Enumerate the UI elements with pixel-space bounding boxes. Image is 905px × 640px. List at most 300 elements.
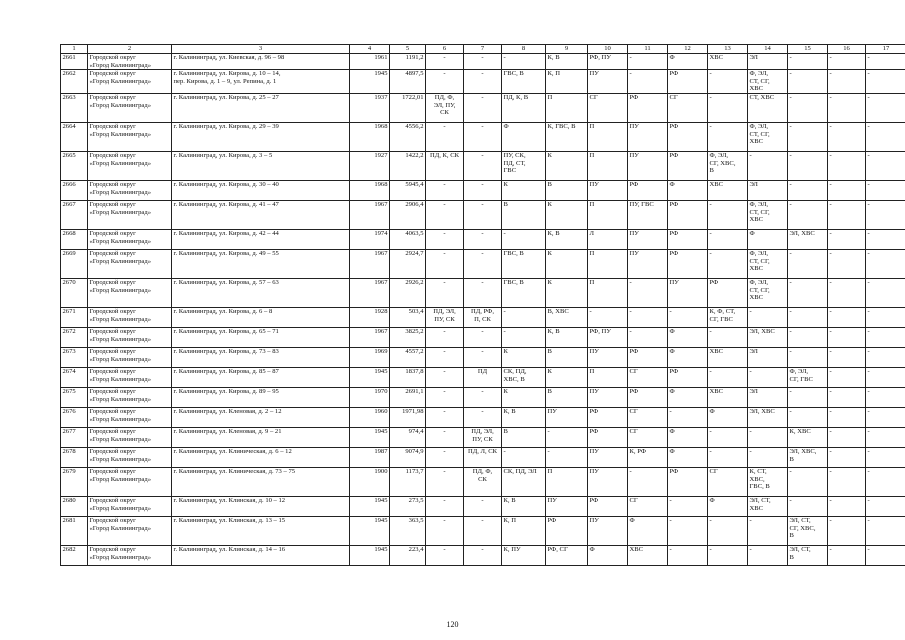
table-cell: -: [866, 151, 905, 180]
table-cell: -: [502, 54, 546, 70]
table-cell: 1945: [350, 496, 390, 516]
table-cell: 1928: [350, 307, 390, 327]
table-row: [61, 496, 905, 516]
table-cell: 1937: [350, 93, 390, 122]
table-cell: К: [502, 347, 546, 367]
table-cell: ХВС: [708, 387, 748, 407]
table-cell: ЭЛ, СТ, СГ, ХВС, В: [788, 516, 828, 545]
table-cell: В: [546, 347, 588, 367]
table-cell: Ф: [502, 122, 546, 151]
table-cell: ГВС, В: [502, 70, 546, 94]
table-cell: -: [828, 387, 866, 407]
table-cell: -: [708, 516, 748, 545]
table-cell: -: [866, 407, 905, 427]
table-row: [61, 367, 905, 387]
table-cell: РФ: [588, 407, 628, 427]
table-cell: 503,4: [390, 307, 426, 327]
table-cell: ЭЛ, ХВС, В: [788, 447, 828, 467]
table-cell: СГ: [628, 367, 668, 387]
table-cell: -: [628, 278, 668, 307]
table-cell: РФ, СГ: [546, 545, 588, 565]
column-header-6: 6: [426, 45, 464, 54]
table-cell: Ф: [668, 327, 708, 347]
table-cell: г. Калининград, ул. Клинская, д. 10 – 12: [172, 496, 350, 516]
table-cell: -: [828, 151, 866, 180]
table-cell: ПД, К, В: [502, 93, 546, 122]
table-cell: -: [708, 249, 748, 278]
table-cell: 1422,2: [390, 151, 426, 180]
table-cell: 1900: [350, 467, 390, 496]
table-cell: К, П: [546, 70, 588, 94]
table-cell: К: [546, 151, 588, 180]
table-cell: 1961: [350, 54, 390, 70]
table-cell: 1974: [350, 229, 390, 249]
table-cell: Городской округ «Город Калининград»: [88, 122, 172, 151]
table-cell: г. Калининград, ул. Кирова, д. 73 – 83: [172, 347, 350, 367]
column-header-5: 5: [390, 45, 426, 54]
table-row: [61, 200, 905, 229]
table-cell: ПУ: [628, 151, 668, 180]
table-cell: -: [464, 516, 502, 545]
table-cell: -: [788, 278, 828, 307]
table-cell: -: [464, 151, 502, 180]
table-body: [61, 54, 905, 566]
table-cell: г. Калининград, ул. Кленовая, д. 2 – 12: [172, 407, 350, 427]
table-cell: 1945: [350, 367, 390, 387]
table-cell: -: [866, 249, 905, 278]
table-cell: 1191,2: [390, 54, 426, 70]
table-cell: -: [426, 347, 464, 367]
table-cell: ПУ: [668, 278, 708, 307]
table-cell: -: [866, 327, 905, 347]
table-cell: г. Калининград, ул. Кирова, д. 25 – 27: [172, 93, 350, 122]
table-cell: ХВС: [708, 54, 748, 70]
table-cell: Городской округ «Город Калининград»: [88, 427, 172, 447]
table-cell: Городской округ «Город Калининград»: [88, 545, 172, 565]
table-cell: -: [426, 278, 464, 307]
table-cell: 1837,8: [390, 367, 426, 387]
table-cell: г. Калининград, ул. Кирова, д. 30 – 40: [172, 180, 350, 200]
table-cell: 2926,2: [390, 278, 426, 307]
table-cell: -: [828, 327, 866, 347]
table-cell: 1945: [350, 545, 390, 565]
table-cell: -: [748, 427, 788, 447]
table-cell: 1945: [350, 70, 390, 94]
table-cell: -: [502, 307, 546, 327]
table-cell: -: [708, 327, 748, 347]
table-cell: 1968: [350, 122, 390, 151]
table-cell: -: [546, 427, 588, 447]
table-cell: Ф: [668, 347, 708, 367]
table-cell: ЭЛ: [748, 347, 788, 367]
table-cell: г. Калининград, ул. Клинская, д. 13 – 15: [172, 516, 350, 545]
table-cell: Городской округ «Город Калининград»: [88, 54, 172, 70]
table-cell: РФ: [668, 367, 708, 387]
table-cell: 5945,4: [390, 180, 426, 200]
table-cell: г. Калининград, ул. Кирова, д. 3 – 5: [172, 151, 350, 180]
table-cell: -: [426, 367, 464, 387]
table-cell: г. Калининград, ул. Кирова, д. 6 – 8: [172, 307, 350, 327]
table-cell: -: [708, 70, 748, 94]
table-cell: -: [464, 407, 502, 427]
table-cell: -: [502, 327, 546, 347]
table-cell: -: [748, 447, 788, 467]
table-cell: г. Калининград, ул. Кирова, д. 85 – 87: [172, 367, 350, 387]
table-row: [61, 229, 905, 249]
table-cell: РФ: [668, 151, 708, 180]
table-cell: 1967: [350, 200, 390, 229]
table-cell: 1969: [350, 347, 390, 367]
table-cell: -: [426, 229, 464, 249]
table-cell: Ф, ЭЛ, СТ, СГ, ХВС: [748, 249, 788, 278]
table-cell: 2663: [61, 93, 88, 122]
table-cell: Ф, ЭЛ, СГ, ГВС: [788, 367, 828, 387]
table-cell: Ф, ЭЛ, СТ, СГ, ХВС: [748, 122, 788, 151]
table-cell: -: [708, 200, 748, 229]
table-cell: -: [788, 122, 828, 151]
table-cell: СГ: [668, 93, 708, 122]
table-row: [61, 467, 905, 496]
table-cell: 2667: [61, 200, 88, 229]
table-cell: 2680: [61, 496, 88, 516]
table-cell: Городской округ «Город Калининград»: [88, 307, 172, 327]
table-cell: К: [546, 249, 588, 278]
table-cell: К, В: [546, 54, 588, 70]
table-cell: -: [828, 496, 866, 516]
table-cell: К, В: [546, 229, 588, 249]
table-cell: Городской округ «Город Калининград»: [88, 447, 172, 467]
table-row: [61, 54, 905, 70]
table-cell: -: [426, 54, 464, 70]
table-cell: К: [502, 387, 546, 407]
table-cell: 1960: [350, 407, 390, 427]
table-cell: 273,5: [390, 496, 426, 516]
table-cell: ПД, Ф, СК: [464, 467, 502, 496]
table-cell: -: [828, 545, 866, 565]
column-header-13: 13: [708, 45, 748, 54]
table-cell: РФ: [628, 387, 668, 407]
table-cell: ПД: [464, 367, 502, 387]
table-cell: СГ: [628, 427, 668, 447]
table-cell: 974,4: [390, 427, 426, 447]
table-cell: -: [426, 427, 464, 447]
table-cell: РФ, ПУ: [588, 54, 628, 70]
table-cell: В: [546, 180, 588, 200]
table-cell: -: [464, 249, 502, 278]
table-cell: -: [866, 200, 905, 229]
table-cell: ГВС, В: [502, 249, 546, 278]
table-cell: П: [588, 249, 628, 278]
header-row: [61, 45, 905, 54]
table-cell: 1945: [350, 427, 390, 447]
table-cell: К, ХВС: [788, 427, 828, 447]
table-cell: ПУ: [546, 496, 588, 516]
table-cell: ПУ, ГВС: [628, 200, 668, 229]
table-cell: К, П: [502, 516, 546, 545]
table-cell: ПУ: [588, 347, 628, 367]
table-cell: ХВС: [708, 180, 748, 200]
table-cell: 2664: [61, 122, 88, 151]
table-cell: ПД, Л, СК: [464, 447, 502, 467]
table-cell: -: [788, 200, 828, 229]
table-cell: -: [426, 327, 464, 347]
table-cell: 2665: [61, 151, 88, 180]
table-cell: Ф: [628, 516, 668, 545]
table-cell: г. Калининград, ул. Клиническая, д. 6 – 12: [172, 447, 350, 467]
column-header-12: 12: [668, 45, 708, 54]
table-cell: Городской округ «Город Калининград»: [88, 278, 172, 307]
table-cell: -: [788, 407, 828, 427]
table-cell: -: [866, 427, 905, 447]
table-cell: -: [788, 387, 828, 407]
table-cell: Л: [588, 229, 628, 249]
table-cell: -: [788, 151, 828, 180]
table-cell: -: [788, 307, 828, 327]
table-cell: 4556,2: [390, 122, 426, 151]
table-cell: -: [464, 200, 502, 229]
table-cell: -: [866, 180, 905, 200]
table-cell: 1970: [350, 387, 390, 407]
table-cell: 1173,7: [390, 467, 426, 496]
table-cell: г. Калининград, ул. Кирова, д. 89 – 95: [172, 387, 350, 407]
table-cell: г. Калининград, ул. Клинская, д. 14 – 16: [172, 545, 350, 565]
table-cell: г. Калининград, ул. Кленовая, д. 9 – 21: [172, 427, 350, 447]
table-cell: П: [588, 122, 628, 151]
table-cell: 2681: [61, 516, 88, 545]
table-cell: ПУ, СК, ПД, СТ, ГВС: [502, 151, 546, 180]
table-cell: -: [828, 407, 866, 427]
column-header-14: 14: [748, 45, 788, 54]
table-cell: 2666: [61, 180, 88, 200]
table-cell: -: [708, 122, 748, 151]
table-cell: -: [426, 407, 464, 427]
table-cell: Городской округ «Город Калининград»: [88, 387, 172, 407]
table-cell: -: [866, 367, 905, 387]
table-cell: -: [788, 93, 828, 122]
table-cell: К, В: [546, 327, 588, 347]
table-cell: ЭЛ: [748, 180, 788, 200]
table-cell: ЭЛ, ХВС: [788, 229, 828, 249]
table-cell: Городской округ «Город Калининград»: [88, 516, 172, 545]
table-cell: К, ГВС, В: [546, 122, 588, 151]
table-cell: 1987: [350, 447, 390, 467]
table-cell: Ф: [588, 545, 628, 565]
table-cell: -: [464, 545, 502, 565]
table-cell: Ф, ЭЛ, СГ, ХВС, В: [708, 151, 748, 180]
table-cell: 1945: [350, 516, 390, 545]
table-cell: ПУ: [628, 122, 668, 151]
table-cell: -: [866, 496, 905, 516]
table-cell: 9074,9: [390, 447, 426, 467]
table-cell: -: [828, 347, 866, 367]
table-cell: -: [748, 151, 788, 180]
column-header-3: 3: [172, 45, 350, 54]
table-cell: ПУ: [588, 447, 628, 467]
table-cell: 1968: [350, 180, 390, 200]
table-cell: -: [708, 229, 748, 249]
table-cell: -: [788, 467, 828, 496]
table-cell: П: [588, 278, 628, 307]
table-cell: ЭЛ, СТ, ХВС: [748, 496, 788, 516]
table-cell: г. Калининград, ул. Кирова, д. 41 – 47: [172, 200, 350, 229]
table-cell: РФ: [668, 122, 708, 151]
table-cell: -: [628, 307, 668, 327]
table-cell: -: [828, 516, 866, 545]
table-cell: СК, ПД, ЭЛ: [502, 467, 546, 496]
table-cell: -: [668, 516, 708, 545]
table-cell: -: [668, 496, 708, 516]
table-cell: -: [828, 200, 866, 229]
table-cell: П: [588, 151, 628, 180]
table-cell: РФ: [588, 496, 628, 516]
table-row: [61, 407, 905, 427]
table-cell: -: [628, 70, 668, 94]
table-cell: -: [426, 467, 464, 496]
column-header-4: 4: [350, 45, 390, 54]
table-cell: -: [464, 496, 502, 516]
table-cell: -: [426, 545, 464, 565]
table-cell: -: [628, 327, 668, 347]
table-cell: П: [588, 200, 628, 229]
table-cell: Городской округ «Город Калининград»: [88, 151, 172, 180]
table-cell: Городской округ «Город Калининград»: [88, 229, 172, 249]
table-cell: -: [708, 447, 748, 467]
table-cell: ПУ: [628, 249, 668, 278]
table-cell: ПД, РФ, П, СК: [464, 307, 502, 327]
table-cell: ПД, ЭЛ, ПУ, СК: [464, 427, 502, 447]
table-cell: 2691,1: [390, 387, 426, 407]
table-cell: РФ, ПУ: [588, 327, 628, 347]
table-cell: 1967: [350, 249, 390, 278]
table-cell: 1722,01: [390, 93, 426, 122]
table-cell: РФ: [628, 347, 668, 367]
table-cell: Городской округ «Город Калининград»: [88, 467, 172, 496]
table-cell: 2661: [61, 54, 88, 70]
table-cell: г. Калининград, ул. Кирова, д. 49 – 55: [172, 249, 350, 278]
table-cell: -: [748, 545, 788, 565]
table-cell: Ф: [668, 427, 708, 447]
table-cell: Городской округ «Город Калининград»: [88, 93, 172, 122]
table-cell: П: [588, 367, 628, 387]
table-cell: Городской округ «Город Калининград»: [88, 70, 172, 94]
table-cell: 3825,2: [390, 327, 426, 347]
table-cell: 2682: [61, 545, 88, 565]
table-cell: В: [502, 200, 546, 229]
table-cell: -: [788, 496, 828, 516]
table-cell: -: [426, 496, 464, 516]
table-cell: РФ: [668, 200, 708, 229]
table-cell: 363,5: [390, 516, 426, 545]
table-cell: -: [828, 467, 866, 496]
table-cell: К, Ф, СТ, СГ, ГВС: [708, 307, 748, 327]
table-cell: ХВС: [708, 347, 748, 367]
table-cell: -: [502, 447, 546, 467]
table-cell: ПУ: [588, 70, 628, 94]
table-cell: -: [866, 447, 905, 467]
table-cell: Ф, ЭЛ, СТ, СГ, ХВС: [748, 200, 788, 229]
table-cell: -: [464, 278, 502, 307]
table-cell: 4557,2: [390, 347, 426, 367]
table-cell: -: [828, 307, 866, 327]
table-cell: -: [866, 70, 905, 94]
table-cell: Городской округ «Город Калининград»: [88, 327, 172, 347]
table-cell: -: [464, 180, 502, 200]
column-header-9: 9: [546, 45, 588, 54]
table-cell: Городской округ «Город Калининград»: [88, 200, 172, 229]
table-cell: -: [708, 367, 748, 387]
table-cell: -: [788, 180, 828, 200]
table-cell: г. Калининград, ул. Киевская, д. 96 – 98: [172, 54, 350, 70]
housing-register-table: [60, 44, 905, 566]
table-row: [61, 122, 905, 151]
table-cell: -: [866, 387, 905, 407]
table-cell: ЭЛ: [748, 387, 788, 407]
table-cell: -: [708, 93, 748, 122]
table-cell: ПД, К, СК: [426, 151, 464, 180]
table-cell: Ф: [708, 407, 748, 427]
table-cell: 2906,4: [390, 200, 426, 229]
table-cell: П: [546, 93, 588, 122]
table-cell: РФ: [588, 427, 628, 447]
table-cell: -: [426, 516, 464, 545]
table-cell: ПУ: [588, 516, 628, 545]
table-row: [61, 70, 905, 94]
table-cell: 4063,5: [390, 229, 426, 249]
table-cell: 2673: [61, 347, 88, 367]
table-cell: -: [866, 229, 905, 249]
table-cell: 2670: [61, 278, 88, 307]
table-cell: ХВС: [628, 545, 668, 565]
table-cell: 1971,98: [390, 407, 426, 427]
table-cell: Ф, ЭЛ, СТ, СГ, ХВС: [748, 278, 788, 307]
table-cell: К: [502, 180, 546, 200]
table-cell: -: [546, 447, 588, 467]
table-cell: -: [866, 307, 905, 327]
table-cell: ПУ: [628, 229, 668, 249]
table-cell: ПД, Ф, ЭЛ, ПУ, СК: [426, 93, 464, 122]
table-cell: -: [866, 54, 905, 70]
table-cell: -: [828, 447, 866, 467]
column-header-7: 7: [464, 45, 502, 54]
table-cell: г. Калининград, ул. Кирова, д. 65 – 71: [172, 327, 350, 347]
table-cell: 2675: [61, 387, 88, 407]
table-cell: Городской округ «Город Калининград»: [88, 249, 172, 278]
table-row: [61, 151, 905, 180]
column-header-1: 1: [61, 45, 88, 54]
table-cell: г. Калининград, ул. Кирова, д. 57 – 63: [172, 278, 350, 307]
table-row: [61, 307, 905, 327]
table-cell: 2668: [61, 229, 88, 249]
table-row: [61, 516, 905, 545]
table-cell: -: [748, 516, 788, 545]
table-cell: РФ: [628, 93, 668, 122]
table-cell: -: [588, 307, 628, 327]
table-cell: Ф: [668, 180, 708, 200]
table-cell: -: [502, 229, 546, 249]
table-cell: -: [788, 70, 828, 94]
table-cell: ПУ: [546, 407, 588, 427]
table-cell: 2672: [61, 327, 88, 347]
table-cell: г. Калининград, ул. Клиническая, д. 73 – 75: [172, 467, 350, 496]
table-cell: -: [426, 387, 464, 407]
table-cell: Городской округ «Город Калининград»: [88, 367, 172, 387]
table-cell: -: [828, 278, 866, 307]
table-cell: -: [708, 545, 748, 565]
column-header-11: 11: [628, 45, 668, 54]
table-cell: -: [426, 200, 464, 229]
table-cell: 1967: [350, 327, 390, 347]
table-cell: ЭЛ, ХВС: [748, 327, 788, 347]
